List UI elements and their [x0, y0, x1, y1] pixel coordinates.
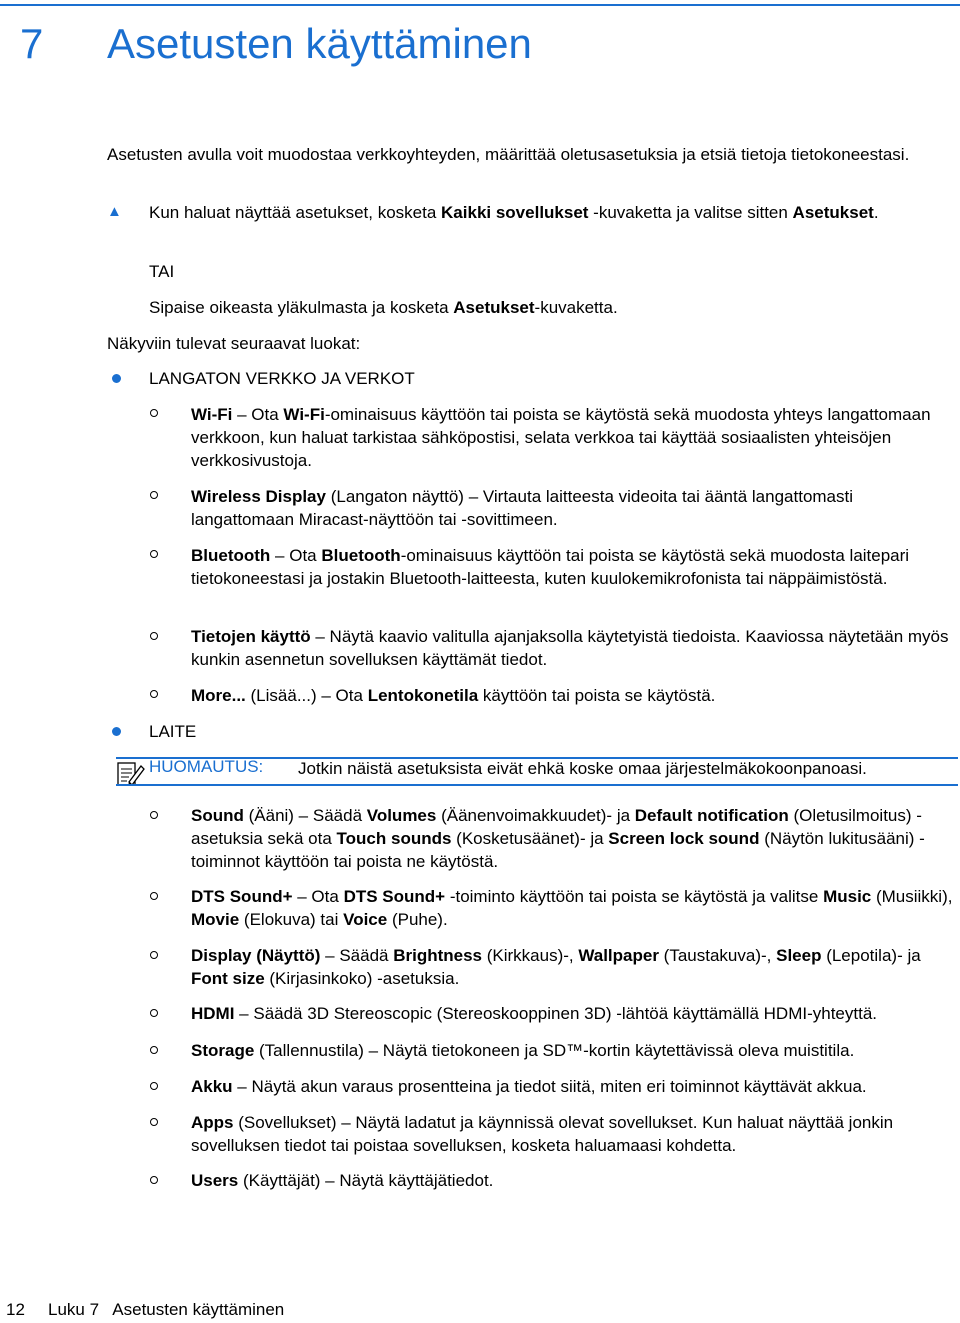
intro-paragraph: Asetusten avulla voit muodostaa verkkoyhteyden, määrittää oletusasetuksia ja etsiä tietoja tietokoneestasi. — [107, 145, 910, 164]
sub-bullet-icon — [150, 1082, 158, 1090]
list-item-sound: Sound (Ääni) – Säädä Volumes (Äänenvoimakkuudet)- ja Default notification (Oletusilmoitus) -asetuksia sekä ota Touch sounds (Kosketusäänet)- ja Screen lock sound (Näytön lukitusääni) -toiminnot käyttöön tai poista ne käytöstä. — [191, 806, 925, 871]
sub-bullet-icon — [150, 1176, 158, 1184]
note-label: HUOMAUTUS: — [149, 757, 264, 776]
sub-bullet-icon — [150, 951, 158, 959]
list-item-hdmi: HDMI – Säädä 3D Stereoscopic (Stereoskooppinen 3D) -lähtöä käyttämällä HDMI-yhteyttä. — [191, 1004, 877, 1023]
step-triangle-icon: ▲ — [107, 203, 122, 220]
list-item-users: Users (Käyttäjät) – Näytä käyttäjätiedot. — [191, 1171, 494, 1190]
sub-bullet-icon — [150, 811, 158, 819]
categories-intro: Näkyviin tulevat seuraavat luokat: — [107, 334, 361, 353]
list-item-storage: Storage (Tallennustila) – Näytä tietokoneen ja SD™-kortin käytettävissä oleva muistitila. — [191, 1041, 855, 1060]
top-rule — [0, 4, 960, 6]
list-item-bluetooth: Bluetooth – Ota Bluetooth-ominaisuus käyttöön tai poista se käytöstä sekä muodosta laitepari tietokoneestasi ja jostakin Bluetooth-laitteesta, kuten kuulokemikrofonista tai näppäimistöstä. — [191, 546, 910, 588]
sub-bullet-icon — [150, 409, 158, 417]
note-bottom-rule — [116, 784, 958, 786]
step-text: Kun haluat näyttää asetukset, kosketa Kaikki sovellukset -kuvaketta ja valitse sitten Asetukset. — [149, 203, 879, 222]
footer-chapter-ref: Luku 7 Asetusten käyttäminen — [48, 1300, 285, 1319]
category-heading: LAITE — [149, 722, 197, 741]
sub-bullet-icon — [150, 491, 158, 499]
list-item-more: More... (Lisää...) – Ota Lentokonetila käyttöön tai poista se käytöstä. — [191, 686, 716, 705]
alt-step-text: Sipaise oikeasta yläkulmasta ja kosketa Asetukset-kuvaketta. — [149, 298, 618, 317]
sub-bullet-icon — [150, 892, 158, 900]
bullet-dot-icon — [112, 374, 121, 383]
list-item-dts: DTS Sound+ – Ota DTS Sound+ -toiminto käyttöön tai poista se käytöstä ja valitse Music (Musiikki), Movie (Elokuva) tai Voice (Puhe). — [191, 887, 953, 929]
sub-bullet-icon — [150, 690, 158, 698]
chapter-number: 7 — [20, 20, 44, 67]
sub-bullet-icon — [150, 1009, 158, 1017]
sub-bullet-icon — [150, 632, 158, 640]
note-text: Jotkin näistä asetuksista eivät ehkä koske omaa järjestelmäkokoonpanoasi. — [298, 759, 867, 778]
category-heading: LANGATON VERKKO JA VERKOT — [149, 369, 415, 388]
sub-bullet-icon — [150, 550, 158, 558]
list-item-apps: Apps (Sovellukset) – Näytä ladatut ja käynnissä olevat sovellukset. Kun haluat näyttää jonkin sovelluksen tiedot tai poistaa sovelluksen, kosketa haluamaasi kohdetta. — [191, 1113, 894, 1155]
or-label: TAI — [149, 262, 175, 281]
chapter-title: Asetusten käyttäminen — [107, 20, 532, 67]
list-item-wifi: Wi-Fi – Ota Wi-Fi-ominaisuus käyttöön tai poista se käytöstä sekä muodosta yhteys langattomaan verkkoon, kun haluat tarkistaa sähköpostisi, selata verkkoa tai käyttää sosiaalisten yhteisöjen verkkosivustoja. — [191, 405, 931, 470]
list-item-battery: Akku – Näytä akun varaus prosentteina ja tiedot siitä, miten eri toiminnot käyttävät akkua. — [191, 1077, 867, 1096]
sub-bullet-icon — [150, 1046, 158, 1054]
sub-bullet-icon — [150, 1118, 158, 1126]
list-item-wireless-display: Wireless Display (Langaton näyttö) – Virtauta laitteesta videoita tai ääntä langattomasti langattomaan Miracast-näyttöön tai -sovittimeen. — [191, 487, 854, 529]
bullet-dot-icon — [112, 727, 121, 736]
list-item-display: Display (Näyttö) – Säädä Brightness (Kirkkaus)-, Wallpaper (Taustakuva)-, Sleep (Lepotila)- ja Font size (Kirjasinkoko) -asetuksia. — [191, 946, 921, 988]
list-item-data-usage: Tietojen käyttö – Näytä kaavio valitulla ajanjaksolla käytetyistä tiedoista. Kaaviossa näytetään myös kunkin asennetun sovelluksen käyttämät tiedot. — [191, 627, 949, 669]
page-number: 12 — [6, 1300, 25, 1319]
